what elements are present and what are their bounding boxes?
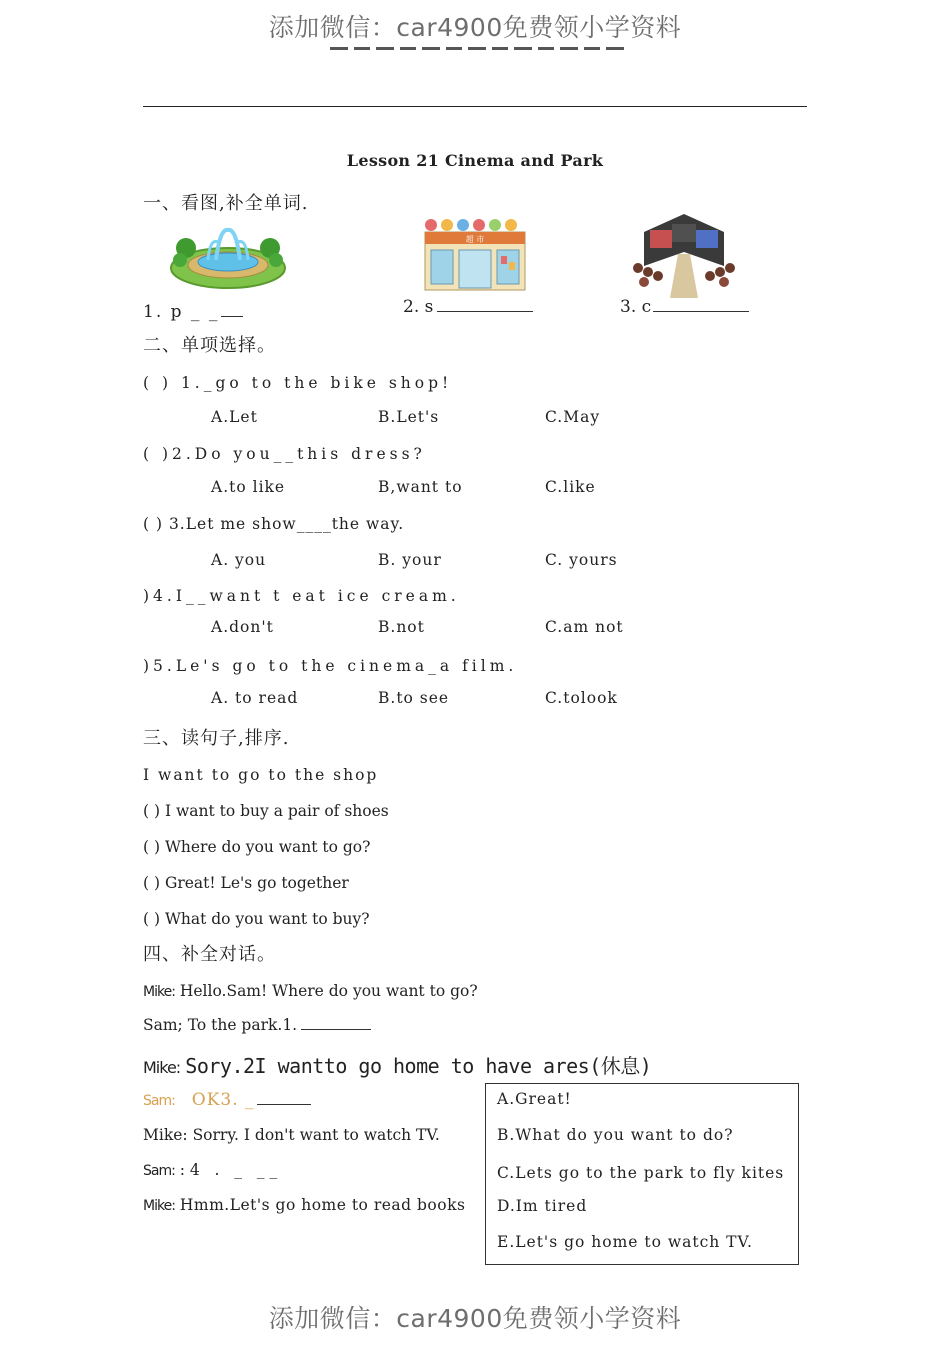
question-3-option-a: A. you — [211, 551, 267, 569]
picture-item-2 — [403, 297, 533, 317]
watermark-banner-bottom: 添加微信：car4900免费领小学资料 — [268, 1304, 682, 1333]
supermarket-sign: 超 市 — [465, 235, 485, 244]
dialog-text: Hello.Sam! Where do you want to go? — [179, 982, 478, 1000]
question-1-option-a: A.Let — [211, 408, 258, 426]
header-rule — [143, 106, 807, 107]
question-5-option-a: A. to read — [211, 689, 299, 707]
question-3-option-c: C. yours — [545, 551, 618, 569]
dialog-option-b: B.What do you want to do? — [497, 1126, 734, 1144]
question-1-option-c: C.May — [545, 408, 601, 426]
supermarket-picture — [423, 218, 527, 294]
question-2: ( )2.Do you__this dress? — [143, 445, 426, 463]
section-4-heading: 四、补全对话。 — [143, 944, 276, 965]
dialog-line-1 — [143, 982, 478, 1000]
dialog-line-7 — [143, 1196, 465, 1214]
dialog-text: OK3. _ — [191, 1090, 255, 1110]
picture-item-1-label: 1. p _ _ — [143, 302, 220, 322]
dialog-line-2 — [143, 1015, 371, 1034]
question-4-option-b: B.not — [378, 618, 425, 636]
dialog-speaker: Mike: — [143, 1198, 175, 1214]
dialog-option-c: C.Lets go to the park to fly kites — [497, 1164, 785, 1182]
ordering-first-sentence: I want to go to the shop — [143, 766, 379, 784]
ordering-item-4: ( ) What do you want to buy? — [143, 910, 370, 928]
ordering-item-2: ( ) Where do you want to go? — [143, 838, 371, 856]
question-4: )4.I__want t eat ice cream. — [143, 587, 460, 605]
clipped-header-text — [330, 42, 630, 54]
dialog-options-box — [485, 1083, 799, 1265]
picture-item-2-label: 2. s — [403, 297, 434, 317]
question-5-option-c: C.tolook — [545, 689, 618, 707]
dialog-text: Hmm.Let's go home to read books — [179, 1196, 466, 1214]
picture-item-1 — [143, 302, 243, 322]
dialog-speaker: Mike: — [143, 1126, 188, 1144]
picture-item-3-label: 3. c — [620, 297, 652, 317]
section-2-heading: 二、单项选择。 — [143, 335, 276, 356]
dialog-option-a: A.Great! — [497, 1090, 572, 1108]
ordering-item-1: ( ) I want to buy a pair of shoes — [143, 802, 389, 820]
dialog-speaker: Mike: — [143, 1058, 181, 1077]
dialog-text: : 4 . _ _ _ — [179, 1161, 278, 1179]
dialog-option-e: E.Let's go home to watch TV. — [497, 1233, 753, 1251]
question-3-option-b: B. your — [378, 551, 442, 569]
watermark-banner-top: 添加微信：car4900免费领小学资料 — [268, 13, 682, 42]
dialog-text: To the park.1. — [187, 1016, 298, 1034]
dialog-speaker: Mike: — [143, 984, 175, 1000]
question-3: ( ) 3.Let me show____the way. — [143, 515, 405, 533]
section-1-heading: 一、看图,补全单词. — [143, 193, 309, 214]
question-4-option-a: A.don't — [211, 618, 274, 636]
section-3-heading: 三、读句子,排序. — [143, 728, 290, 749]
answer-blank — [257, 1090, 311, 1105]
dialog-line-6 — [143, 1161, 277, 1179]
question-4-option-c: C.am not — [545, 618, 624, 636]
dialog-speaker: Sam: — [143, 1163, 175, 1179]
question-1-option-b: B.Let's — [378, 408, 440, 426]
dialog-speaker: Sam: — [143, 1093, 175, 1109]
cinema-picture — [628, 208, 740, 298]
answer-blank — [653, 297, 749, 312]
dialog-option-d: D.Im tired — [497, 1197, 588, 1215]
answer-blank — [301, 1015, 371, 1030]
lesson-title: Lesson 21 Cinema and Park — [346, 151, 604, 170]
dialog-speaker: Sam; — [143, 1016, 183, 1034]
question-2-option-a: A.to like — [211, 478, 286, 496]
picture-item-3 — [620, 297, 749, 317]
dialog-line-3 — [143, 1050, 651, 1079]
question-5: )5.Le's go to the cinema_a film. — [143, 657, 518, 675]
dialog-text: Sorry. I don't want to watch TV. — [192, 1126, 440, 1144]
question-1: ( ) 1._go to the bike shop! — [143, 374, 453, 392]
answer-blank — [221, 302, 243, 317]
dialog-line-5 — [143, 1126, 440, 1144]
dialog-text: Sory.2I wantto go home to have ares(休息) — [185, 1054, 652, 1078]
question-5-option-b: B.to see — [378, 689, 450, 707]
fountain-park-picture — [168, 220, 288, 290]
ordering-item-3: ( ) Great! Le's go together — [143, 874, 349, 892]
question-2-option-c: C.like — [545, 478, 596, 496]
question-2-option-b: B,want to — [378, 478, 463, 496]
dialog-line-4 — [143, 1090, 311, 1110]
answer-blank — [437, 297, 533, 312]
